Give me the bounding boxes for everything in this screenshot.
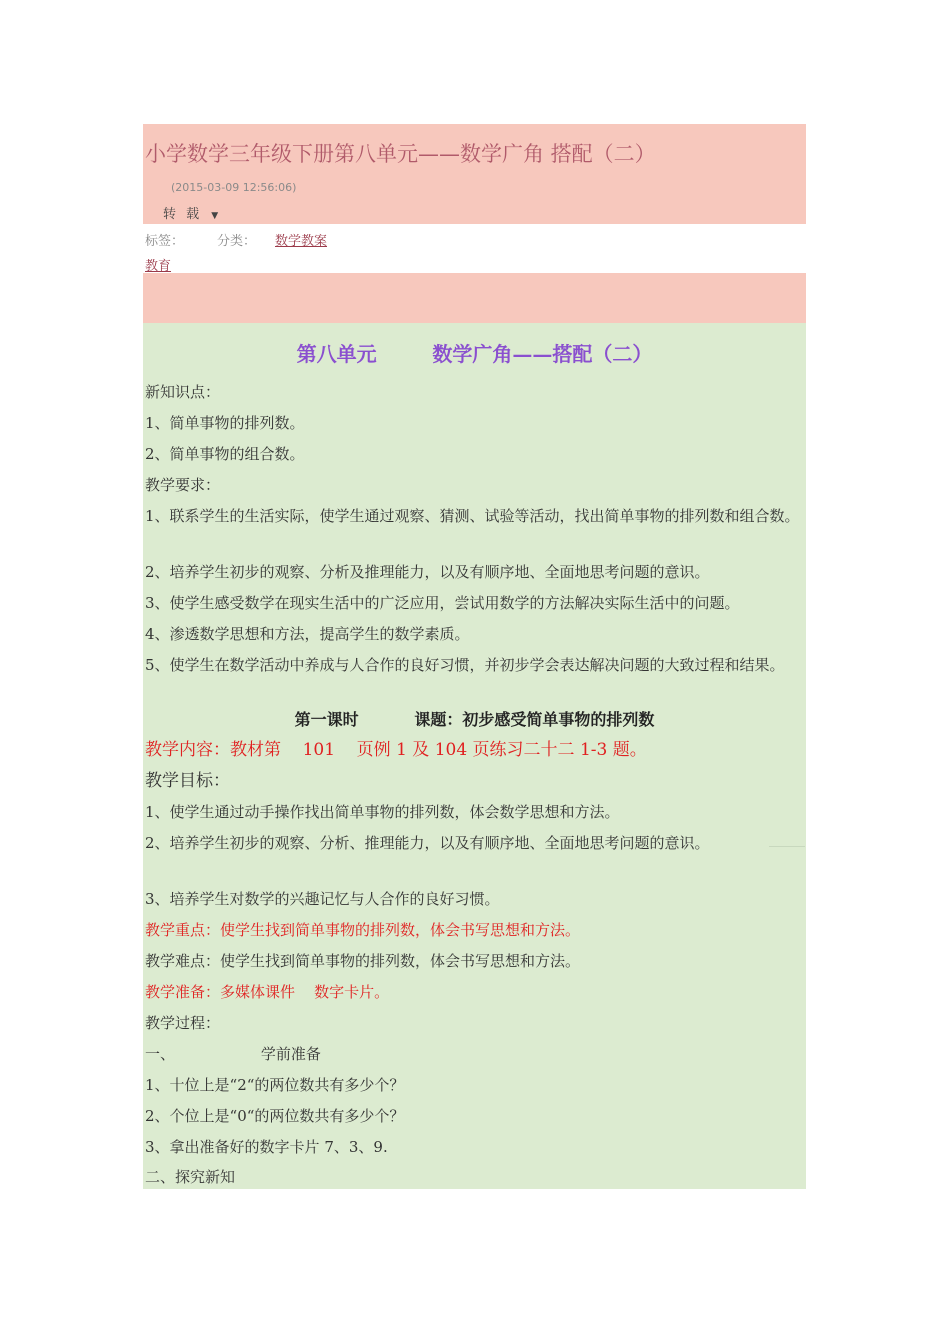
teaching-content: 教学内容：教材第 101 页例 1 及 104 页练习二十二 1-3 题。 (145, 740, 647, 760)
knowledge-item: 2、简单事物的组合数。 (145, 445, 305, 463)
goals-label: 教学目标： (145, 771, 230, 791)
question-item: 3、拿出准备好的数字卡片 7、3、9. (145, 1138, 388, 1156)
article-title: 小学数学三年级下册第八单元——数学广角 搭配（二） (145, 142, 656, 166)
process-step: 二、探究新知 (145, 1168, 236, 1186)
requirement-item: 2、培养学生初步的观察、分析及推理能力，以及有顺序地、全面地思考问题的意识。 (145, 563, 710, 581)
article (143, 124, 806, 1189)
category-link[interactable]: 数学教案 (275, 234, 328, 249)
repost-button[interactable] (163, 203, 218, 222)
requirement-item: 1、联系学生的生活实际，使学生通过观察、猜测、试验等活动，找出简单事物的排列数和组合数。 (145, 507, 800, 525)
requirement-item: 4、渗透数学思想和方法，提高学生的数学素质。 (145, 625, 470, 643)
category-label: 分类： (217, 234, 257, 249)
process-label: 教学过程： (145, 1014, 221, 1032)
knowledge-item: 1、简单事物的排列数。 (145, 414, 305, 432)
article-meta (143, 224, 806, 273)
divider (769, 846, 805, 847)
goal-item: 2、培养学生初步的观察、分析、推理能力，以及有顺序地、全面地思考问题的意识。 (145, 834, 710, 852)
lesson-heading: 第一课时 课题：初步感受简单事物的排列数 (294, 710, 655, 729)
caret-down-icon: ▼ (211, 211, 219, 221)
process-step: 一、 学前准备 (145, 1045, 321, 1063)
post-date: (2015-03-09 12:56:06) (171, 181, 297, 194)
article-header (143, 124, 806, 224)
goal-item: 1、使学生通过动手操作找出简单事物的排列数，体会数学思想和方法。 (145, 803, 620, 821)
header-band (143, 273, 806, 323)
preparation: 教学准备：多媒体课件 数字卡片。 (145, 983, 390, 1001)
requirement-item: 5、使学生在数学活动中养成与人合作的良好习惯，并初步学会表达解决问题的大致过程和结果。 (145, 656, 785, 674)
unit-heading: 第八单元 数学广角——搭配（二） (296, 342, 653, 366)
article-body (143, 323, 806, 1189)
difficulty: 教学难点：使学生找到简单事物的排列数，体会书写思想和方法。 (145, 952, 581, 970)
requirement-item: 3、使学生感受数学在现实生活中的广泛应用，尝试用数学的方法解决实际生活中的问题。 (145, 594, 740, 612)
key-point: 教学重点：使学生找到简单事物的排列数，体会书写思想和方法。 (145, 921, 581, 939)
goal-item: 3、培养学生对数学的兴趣记忆与人合作的良好习惯。 (145, 890, 500, 908)
requirements-label: 教学要求： (145, 476, 221, 494)
tag-label: 标签： (145, 234, 185, 249)
new-knowledge-label: 新知识点： (145, 383, 221, 401)
question-item: 1、十位上是“2“的两位数共有多少个？ (145, 1076, 405, 1094)
repost-label: 转 载 (163, 207, 203, 222)
question-item: 2、个位上是“0“的两位数共有多少个？ (145, 1107, 405, 1125)
tag-link[interactable]: 教育 (145, 259, 172, 274)
